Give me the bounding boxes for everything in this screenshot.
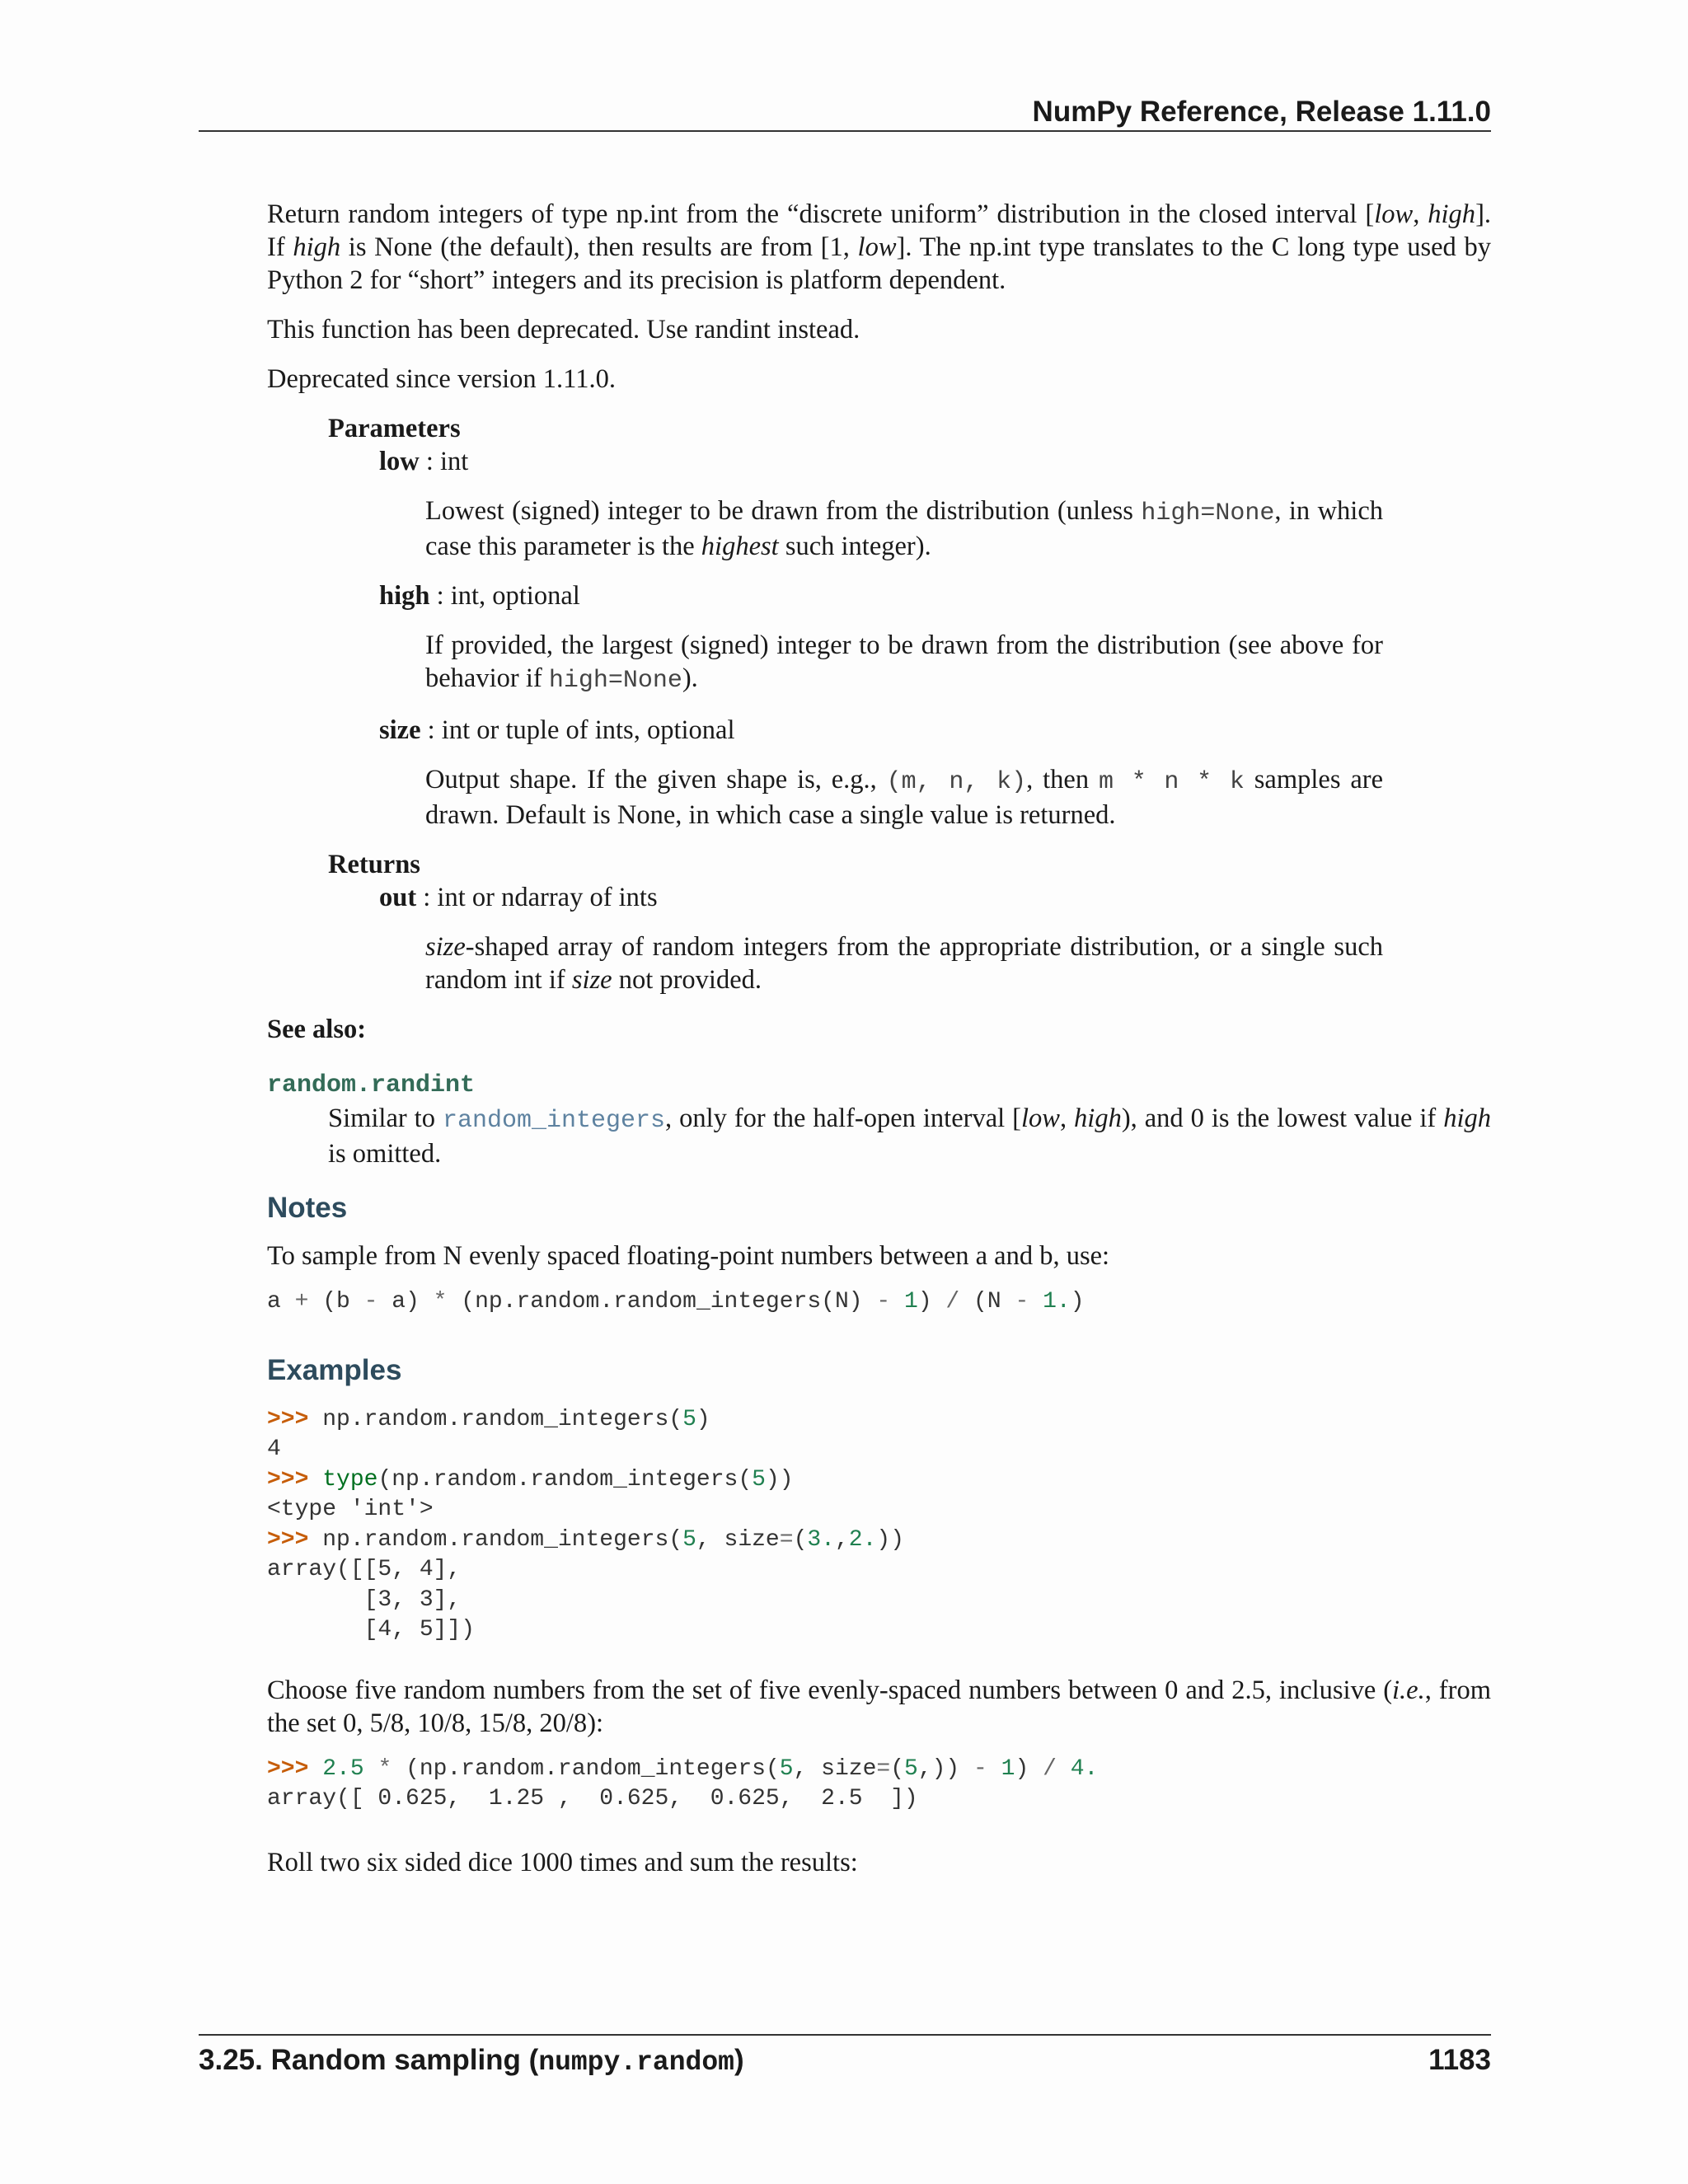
examples-choose-text: Choose five random numbers from the set of five evenly-spaced numbers between 0 and 2.5, inclusive (i.e., from the set 0, 5/8, 10/8, 15/8, 20/8):	[267, 1675, 1491, 1738]
see-also-section	[267, 1013, 1491, 1170]
param-size	[379, 714, 1491, 832]
examples-title: Examples	[267, 1353, 402, 1386]
header-title: NumPy Reference, Release 1.11.0	[1032, 96, 1491, 128]
doc-content	[267, 198, 1491, 1879]
notes-text: To sample from N evenly spaced floating-point numbers between a and b, use:	[267, 1241, 1110, 1271]
param-high-description: If provided, the largest (signed) integer to be drawn from the distribution (see above for behavior if high=None).	[425, 630, 1383, 695]
deprecation-note: This function has been deprecated. Use randint instead.	[267, 315, 860, 344]
examples-section	[267, 1352, 1491, 1879]
return-out-signature: out : int or ndarray of ints	[379, 883, 658, 912]
examples-roll-text: Roll two six sided dice 1000 times and sum the results:	[267, 1847, 858, 1877]
parameters-title: Parameters	[328, 414, 461, 443]
parameters-section	[328, 412, 1491, 832]
deprecated-version: Deprecated since version 1.11.0.	[267, 364, 616, 394]
param-size-description: Output shape. If the given shape is, e.g., (m, n, k), then m * n * k samples are drawn. Default is None, in which case a single value is returned.	[425, 765, 1383, 830]
param-low-signature: low : int	[379, 447, 469, 476]
returns-title: Returns	[328, 850, 420, 879]
return-out-description: size-shaped array of random integers from the appropriate distribution, or a single such random int if size not provided.	[425, 932, 1383, 995]
running-footer	[199, 2034, 1491, 2078]
intro-paragraph: Return random integers of type np.int from the “discrete uniform” distribution in the closed interval [low, high]. If high is None (the default), then results are from [1, low]. The np.int type translates to the C long type used by Python 2 for “short” integers and its precision is platform dependent.	[267, 199, 1492, 295]
see-also-title: See also:	[267, 1015, 367, 1044]
param-high-signature: high : int, optional	[379, 581, 580, 611]
footer-section-title: 3.25. Random sampling (numpy.random)	[199, 2044, 744, 2078]
see-also-description: Similar to random_integers, only for the half-open interval [low, high), and 0 is the lowest value if high is omitted.	[328, 1104, 1492, 1169]
see-also-link-randint[interactable]: random.randint	[267, 1071, 476, 1099]
notes-section	[267, 1190, 1491, 1318]
param-low-description: Lowest (signed) integer to be drawn from the distribution (unless high=None, in which case this parameter is the highest such integer).	[425, 496, 1383, 561]
param-size-signature: size : int or tuple of ints, optional	[379, 715, 735, 745]
examples-code-block-2: >>> 2.5 * (np.random.random_integers(5, size=(5,)) - 1) / 4. array([ 0.625, 1.25 , 0.625, 0.625, 2.5 ])	[267, 1755, 1099, 1811]
notes-title: Notes	[267, 1192, 348, 1224]
examples-code-block-1: >>> np.random.random_integers(5) 4 >>> type(np.random.random_integers(5)) <type 'int'> >>> np.random.random_integers(5, size=(3.,2.)) array([[5, 4], [3, 3], [4, 5]])	[267, 1406, 905, 1643]
link-random-integers[interactable]: random_integers	[442, 1107, 665, 1135]
param-high	[379, 579, 1491, 697]
return-out	[379, 881, 1491, 996]
returns-section	[328, 848, 1491, 996]
notes-code: a + (b - a) * (np.random.random_integers(N) - 1) / (N - 1.)	[267, 1289, 1085, 1315]
param-low	[379, 445, 1491, 563]
page-number: 1183	[1428, 2044, 1491, 2076]
running-header	[199, 92, 1491, 132]
